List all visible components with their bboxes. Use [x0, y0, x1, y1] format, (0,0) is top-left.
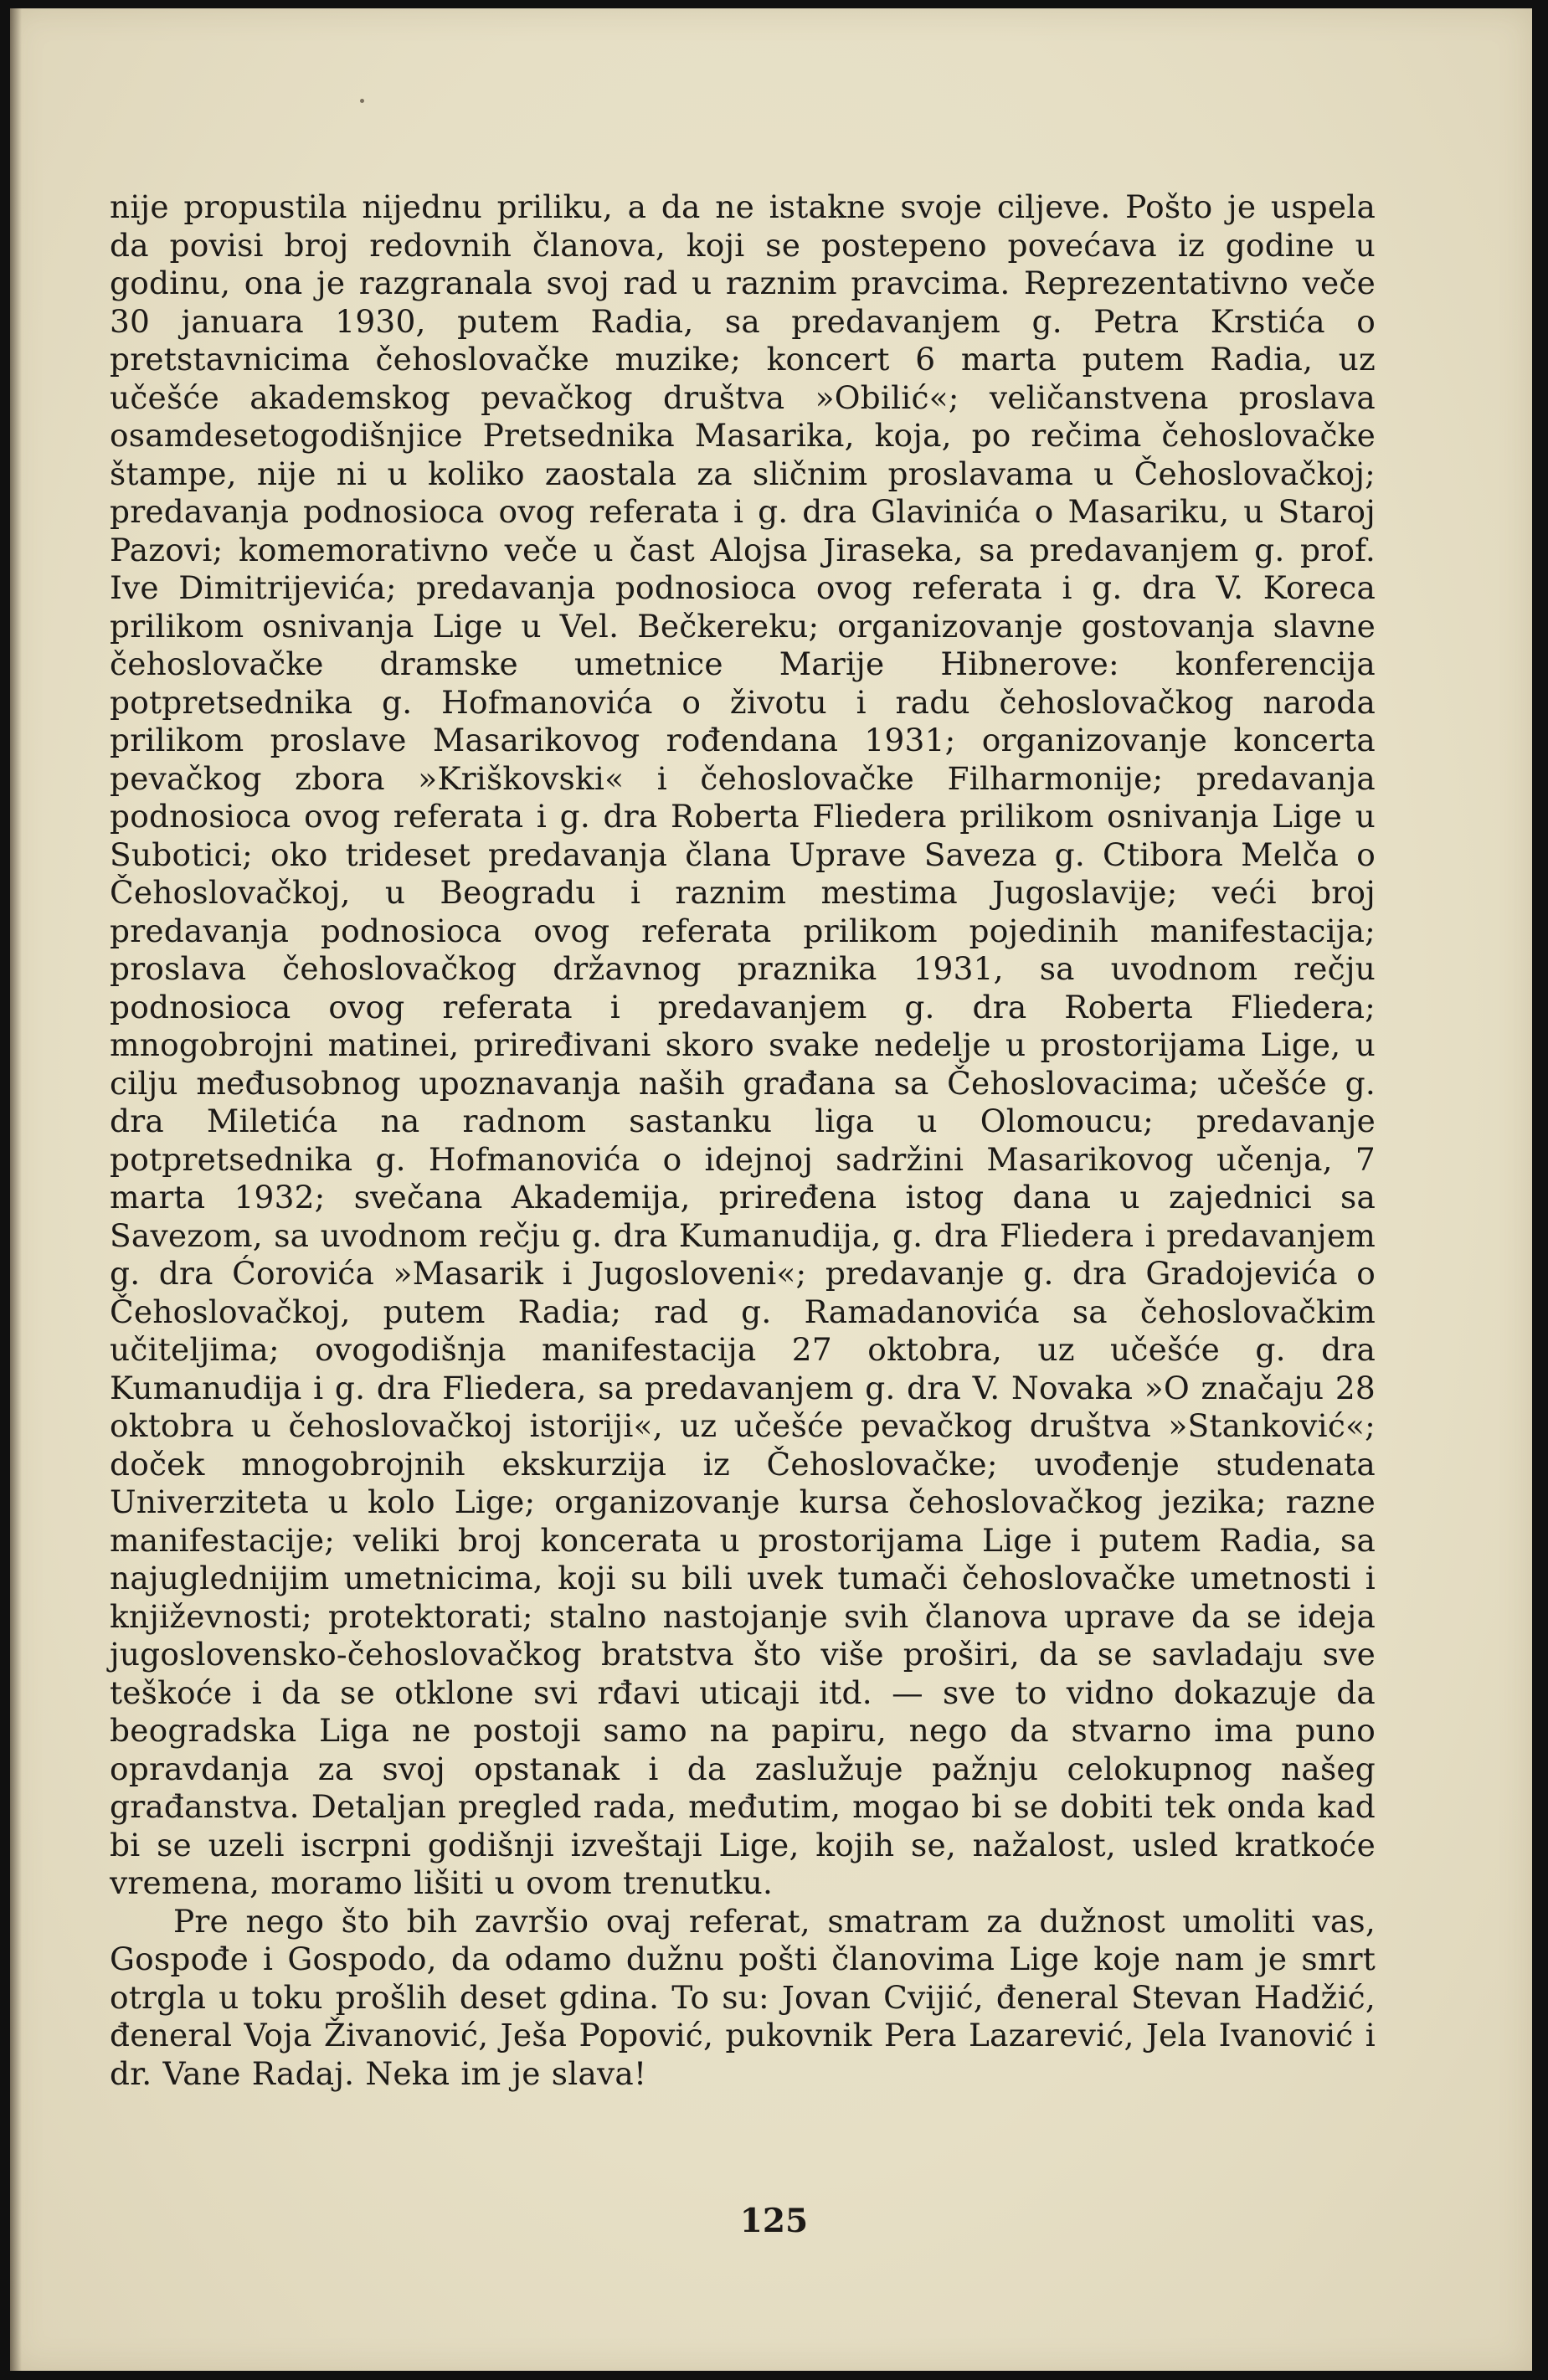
binding-shadow	[10, 8, 22, 2371]
paragraph-1: nije propustila nijednu priliku, a da ne istakne svoje ciljeve. Pošto je uspela da povisi broj redovnih članova, koji se postepeno povećava iz godine u godinu, ona je razgranala svoj rad u raznim pravcima. Reprezentativno veče 30 januara 1930, putem Radia, sa predavanjem g. Petra Krstića o pretstavnicima čehoslovačke muzike; koncert 6 marta putem Radia, uz učešće akademskog pevačkog društva »Obilić«; veličanstvena proslava osamdesetogodišnjice Pretsednika Masarika, koja, po rečima čehoslovačke štampe, nije ni u koliko zaostala za sličnim proslavama u Čehoslovačkoj; predavanja podnosioca ovog referata i g. dra Glavinića o Masariku, u Staroj Pazovi; komemorativno veče u čast Alojsa Jiraseka, sa predavanjem g. prof. Ive Dimitrijevića; predavanja podnosioca ovog referata i g. dra V. Koreca prilikom osnivanja Lige u Vel. Bečkereku; organizovanje gostovanja slavne čehoslovačke dramske umetnice Marije Hibnerove: konferencija potpretsednika g. Hofmanovića o životu i radu čehoslovačkog naroda prilikom proslave Masarikovog rođendana 1931; organizovanje koncerta pevačkog zbora »Kriškovski« i čehoslovačke Filharmonije; predavanja podnosioca ovog referata i g. dra Roberta Fliedera prilikom osnivanja Lige u Subotici; oko trideset predavanja člana Uprave Saveza g. Ctibora Melča o Čehoslovačkoj, u Beogradu i raznim mestima Jugoslavije; veći broj predavanja podnosioca ovog referata prilikom pojedinih manifestacija; proslava čehoslovačkog državnog praznika 1931, sa uvodnom rečju podnosioca ovog referata i predavanjem g. dra Roberta Fliedera; mnogobrojni matinei, priređivani skoro svake nedelje u prostorijama Lige, u cilju međusobnog upoznavanja naših građana sa Čehoslovacima; učešće g. dra Miletića na radnom sastanku liga u Olomoucu; predavanje potpretsednika g. Hofmanovića o idejnoj sadržini Masarikovog učenja, 7 marta 1932; svečana Akademija, priređena istog dana u zajednici sa Savezom, sa uvodnom rečju g. dra Kumanudija, g. dra Fliedera i predavanjem g. dra Ćorovića »Masarik i Jugosloveni«; predavanje g. dra Gradojevića o Čehoslovačkoj, putem Radia; rad g. Ramadanovića sa čehoslovačkim učiteljima; ovogodišnja manifestacija 27 oktobra, uz učešće g. dra Kumanudija i g. dra Fliedera, sa predavanjem g. dra V. Novaka »O značaju 28 oktobra u čehoslovačkoj istoriji«, uz učešće pevačkog društva »Stanković«; doček mnogobrojnih ekskurzija iz Čehoslovačke; uvođenje studenata Univerziteta u kolo Lige; organizovanje kursa čehoslovačkog jezika; razne manifestacije; veliki broj koncerata u prostorijama Lige i putem Radia, sa najuglednijim umetnicima, koji su bili uvek tumači čehoslovačke umetnosti i književnosti; protektorati; stalno nastojanje svih članova uprave da se ideja jugoslovensko-čehoslovačkog bratstva što više proširi, da se savladaju sve teškoće i da se otklone svi rđavi uticaji itd. — sve to vidno dokazuje da beogradska Liga ne postoji samo na papiru, nego da stvarno ima puno opravdanja za svoj opstanak i da zaslužuje pažnju celokupnog našeg građanstva. Detaljan pregled rada, međutim, mogao bi se dobiti tek onda kad bi se uzeli iscrpni godišnji izveštaji Lige, kojih se, nažalost, usled kratkoće vremena, moramo lišiti u ovom trenutku.	[110, 188, 1376, 1901]
page-number: 125	[739, 2202, 809, 2240]
body-text	[110, 188, 1376, 2093]
speck-mark	[360, 99, 364, 103]
paragraph-2: Pre nego što bih završio ovaj referat, smatram za dužnost umoliti vas, Gospođe i Gospodo, da odamo dužnu pošti članovima Lige koje nam je smrt otrgla u toku prošlih deset gdina. To su: Jovan Cvijić, đeneral Stevan Hadžić, đeneral Voja Živanović, Ješa Popović, pukovnik Pera Lazarević, Jela Ivanović i dr. Vane Radaj. Neka im je slava!	[110, 1902, 1376, 2092]
